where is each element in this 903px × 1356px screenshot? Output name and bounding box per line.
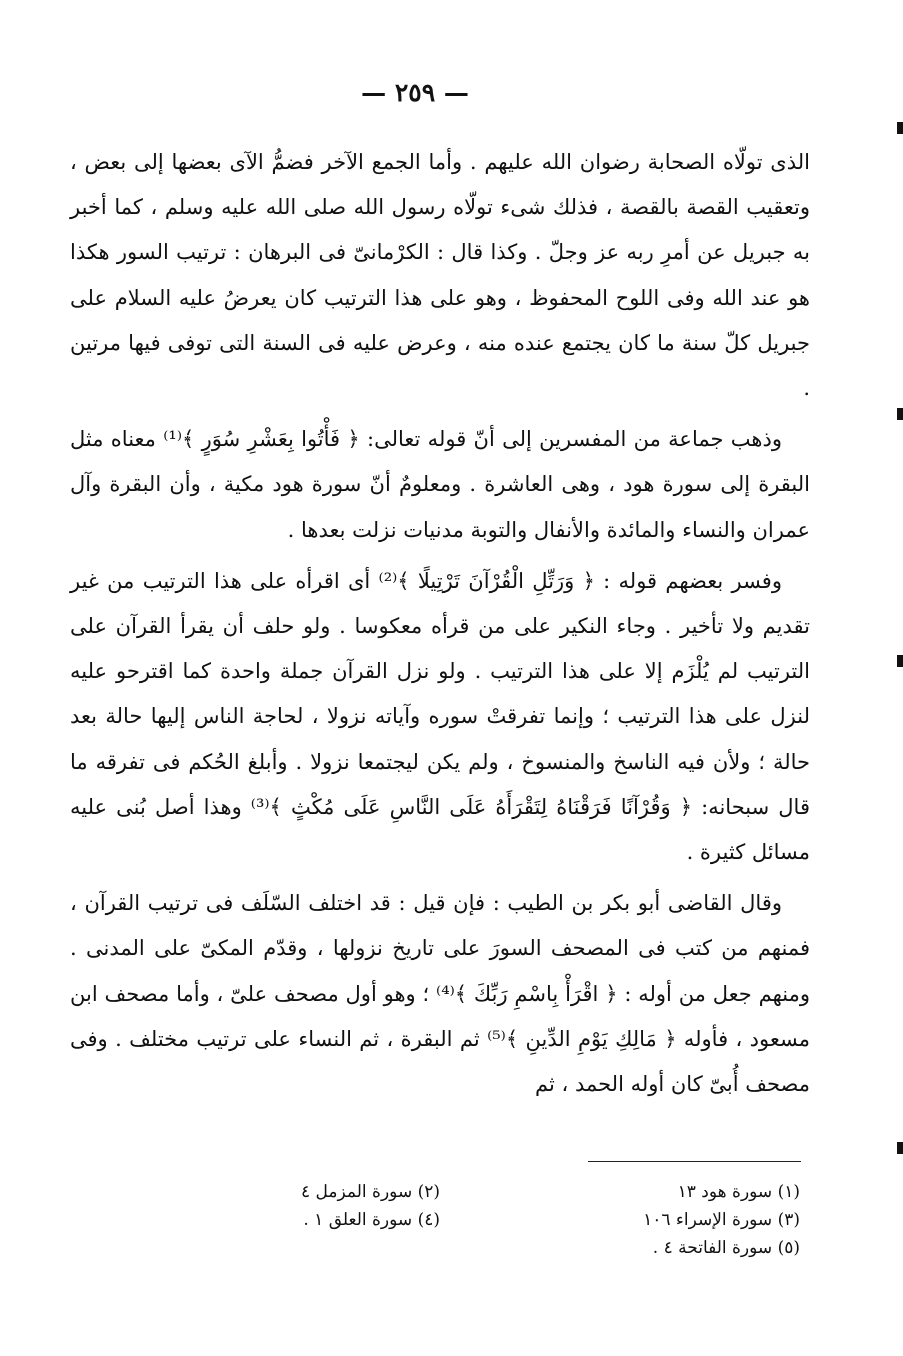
footnote-3: (٣) سورة الإسراء ١٠٦ <box>643 1210 800 1230</box>
page-number: — ٢٥٩ — <box>361 78 469 107</box>
scan-edge-mark <box>897 655 903 667</box>
footnote-5: (٥) سورة الفاتحة ٤ . <box>652 1238 800 1258</box>
paragraph-4: وقال القاضى أبو بكر بن الطيب : فإن قيل : قد اختلف السّلَف فى ترتيب القرآن ، فمنهم من كتب فى المصحف السورَ على تاريخ نزولها ، وقدّم المكىّ على المدنى . ومنهم جعل من أوله : ﴿ اقْرَأْ بِاسْمِ رَبِّكَ ﴾⁽⁴⁾ ؛ وهو أول مصحف علىّ ، وأما مصحف ابن مسعود ، فأوله ﴿ مَالِكِ يَوْمِ الدِّينِ ﴾⁽⁵⁾ ثم البقرة ، ثم النساء على ترتيب مختلف . وفى مصحف أُبىّ كان أوله الحمد ، ثم <box>70 891 810 1097</box>
footnote-row-3 <box>140 1234 800 1262</box>
paragraph-3: وفسر بعضهم قوله : ﴿ وَرَتِّلِ الْقُرْآنَ تَرْتِيلًا ﴾⁽²⁾ أى اقرأه على هذا الترتيب من غير تقديم ولا تأخير . وجاء النكير على من قرأه معكوسا . ولو حلف أن يقرأ القرآن على الترتيب لم يُلْزَم إلا على هذا الترتيب . ولو نزل القرآن جملة واحدة كما اقترحو عليه لنزل على هذا الترتيب ؛ وإنما تفرقتْ سوره وآياته نزولا ، لحاجة الناس إليها حالة بعد حالة ؛ ولأن فيه الناسخ والمنسوخ ، ولم يكن ليجتمعا نزولا . وأبلغ الحُكم فى تفرقه ما قال سبحانه: ﴿ وَقُرْآنًا فَرَقْنَاهُ لِتَقْرَأَهُ عَلَى النَّاسِ عَلَى مُكْثٍ ﴾⁽³⁾ وهذا أصل بُنى عليه مسائل كثيرة . <box>70 568 810 865</box>
footnotes <box>140 1178 800 1262</box>
footnote-empty <box>140 1234 440 1262</box>
scan-edge-mark <box>897 1142 903 1154</box>
scan-edge-mark <box>897 408 903 420</box>
paragraph-1: الذى تولّاه الصحابة رضوان الله عليهم . وأما الجمع الآخر فضمُّ الآى بعضها إلى بعض ، وتعقيب القصة بالقصة ، فذلك شىء تولّاه رسول الله صلى الله عليه وسلم ، كما أخبر به جبريل عن أمرِ ربه عز وجلّ . وكذا قال : الكرْمانىّ فى البرهان : ترتيب السور هكذا هو عند الله وفى اللوح المحفوظ ، وهو على هذا الترتيب كان يعرضُ عليه السلام على جبريل كلّ سنة ما كان يجتمع عنده منه ، وعرض عليه فى السنة التى توفى فيها مرتين . <box>70 150 810 401</box>
footnote-row-1 <box>140 1178 800 1206</box>
footnote-4: (٤) سورة العلق ١ . <box>303 1210 440 1230</box>
scan-edge-mark <box>897 122 903 134</box>
footnote-separator <box>588 1161 801 1162</box>
footnote-1: (١) سورة هود ١٣ <box>677 1182 800 1202</box>
footnote-2: (٢) سورة المزمل ٤ <box>301 1182 440 1202</box>
paragraph-2: وذهب جماعة من المفسرين إلى أنّ قوله تعالى: ﴿ فَأْتُوا بِعَشْرِ سُوَرٍ ﴾⁽¹⁾ معناه مثل البقرة إلى سورة هود ، وهى العاشرة . ومعلومٌ أنّ سورة هود مكية ، وأن البقرة وآل عمران والنساء والمائدة والأنفال والتوبة مدنيات نزلت بعدها . <box>70 427 810 542</box>
footnote-row-2 <box>140 1206 800 1234</box>
main-text <box>70 140 810 1113</box>
